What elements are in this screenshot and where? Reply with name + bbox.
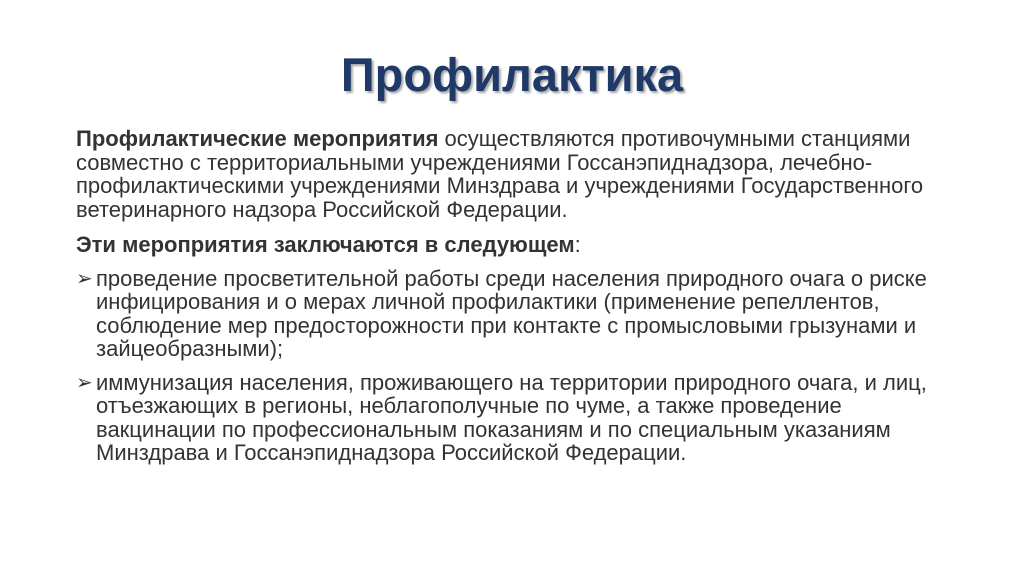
intro-bold-lead: Профилактические мероприятия (76, 126, 439, 151)
list-heading-bold: Эти мероприятия заключаются в следующем (76, 232, 575, 257)
arrow-bullet-icon: ➢ (76, 265, 93, 290)
list-heading (76, 233, 956, 257)
bullet-text-immunization: иммунизация населения, проживающего на территории природного очага, и лиц, отъезжающих в регионы, неблагополучные по чуме, а также проведение вакцинации по профессиональным показаниям и по специальным указаниям Минздрава и Госсанэпиднадзора Российской Федерации. (96, 369, 927, 465)
list-heading-colon: : (574, 232, 581, 257)
slide-body (76, 127, 956, 465)
bullet-item-immunization (76, 371, 956, 465)
slide-title: Профилактика (340, 48, 684, 101)
bullet-item-education (76, 267, 956, 361)
intro-paragraph (76, 127, 956, 221)
arrow-bullet-icon: ➢ (76, 369, 93, 394)
bullet-text-education: проведение просветительной работы среди населения природного очага о риске инфицирования и о мерах личной профилактики (применение репеллентов, соблюдение мер предосторожности при контакте с промысловыми грызунами и зайцеобразными); (96, 265, 927, 361)
intro-text: осуществляются противочумными станциями совместно с территориальными учреждениями Госсанэпиднадзора, лечебно-профилактическими учреждениями Минздрава и учреждениями Государственного ветеринарного надзора Российской Федерации. (76, 126, 924, 222)
